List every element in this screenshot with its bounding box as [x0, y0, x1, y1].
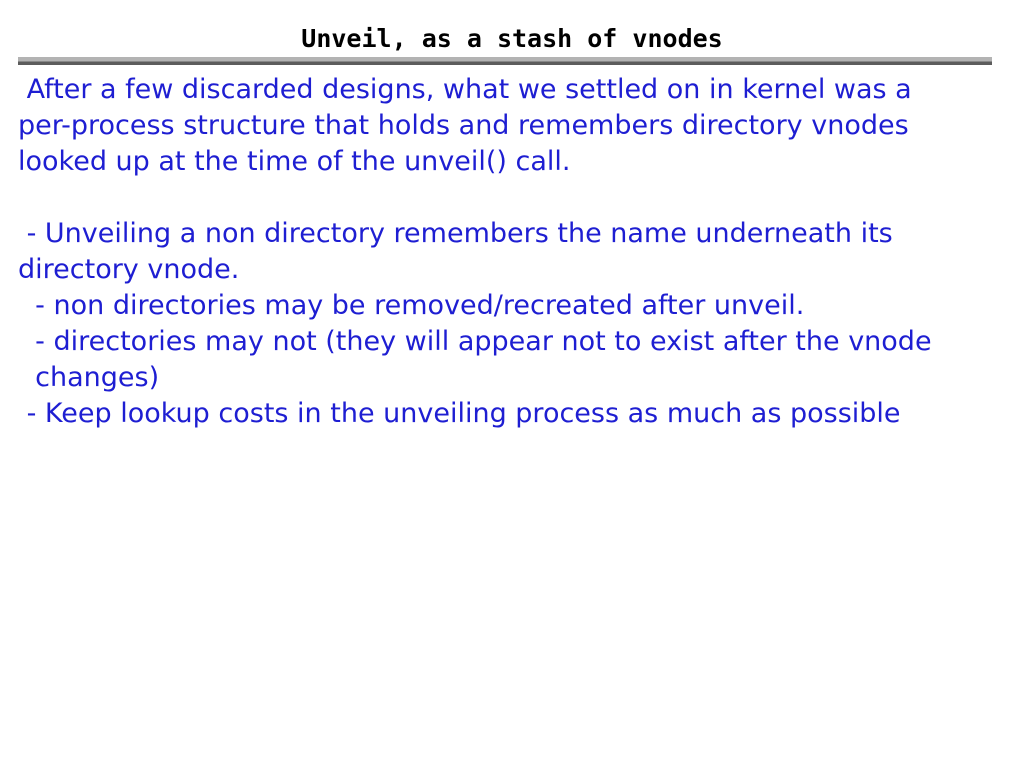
- body-line: - directories may not (they will appear not to exist after the vnode: [18, 326, 932, 357]
- body-line: changes): [18, 362, 160, 393]
- body-line: looked up at the time of the unveil() call.: [18, 146, 571, 177]
- title-divider: [18, 57, 992, 65]
- body-line: [18, 180, 1024, 216]
- body-line: After a few discarded designs, what we settled on in kernel was a: [18, 74, 912, 105]
- slide-body: [18, 72, 1024, 432]
- slide-title: Unveil, as a stash of vnodes: [301, 24, 723, 53]
- body-line: - Unveiling a non directory remembers the name underneath its: [18, 218, 893, 249]
- body-line: per-process structure that holds and remembers directory vnodes: [18, 110, 909, 141]
- body-line: - non directories may be removed/recreated after unveil.: [18, 290, 805, 321]
- body-line: - Keep lookup costs in the unveiling process as much as possible: [18, 398, 901, 429]
- body-line: directory vnode.: [18, 254, 240, 285]
